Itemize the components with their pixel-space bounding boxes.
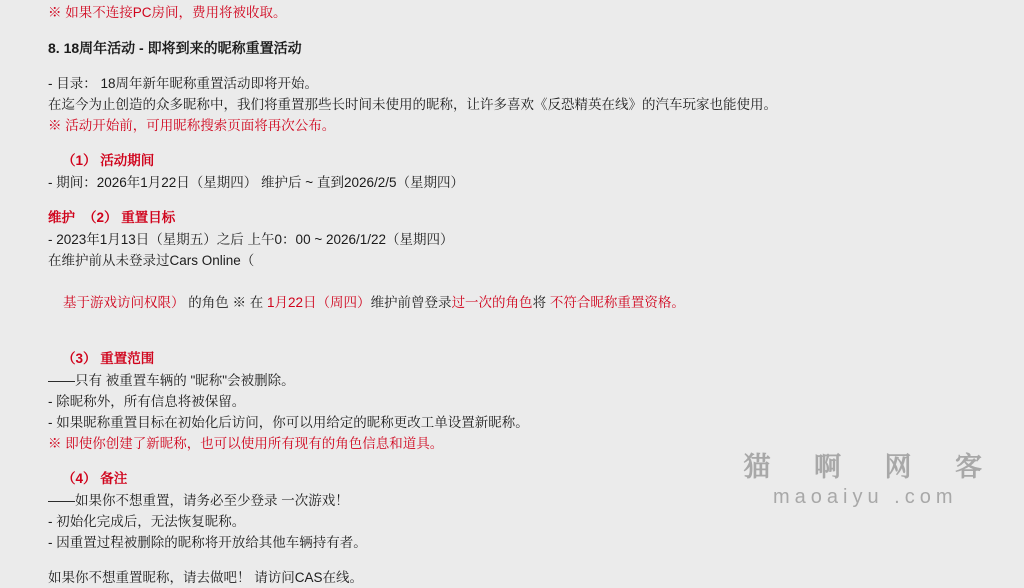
block3-title: （3） 重置范围: [62, 351, 155, 366]
block2-line3-f: 将: [532, 295, 550, 310]
block4-title: （4） 备注: [62, 471, 128, 486]
block2-label: 维护: [48, 210, 75, 225]
block3-line-3: - 如果昵称重置目标在初始化后访问，你可以用给定的昵称更改工单设置新昵称。: [48, 415, 529, 430]
block2-line3-d: 维护前曾登录: [370, 295, 452, 310]
block2-line-3: [48, 271, 1024, 334]
block3-line-4: ※ 即使你创建了新昵称，也可以使用所有现有的角色信息和道具。: [48, 436, 444, 451]
block2-line-1: - 2023年1月13日（星期五）之后 上午0：00 ~ 2026/1/22（星期四）: [48, 232, 454, 247]
block4-line-1: ——如果你不想重置，请务必至少登录 一次游戏！: [48, 493, 349, 508]
block4-line-2: - 初始化完成后，无法恢复昵称。: [48, 514, 246, 529]
block2-line3-b: 的角色 ※ 在: [184, 295, 268, 310]
block2-line3-a: 基于游戏访问权限）: [63, 295, 185, 310]
block2-line3-e: 过一次的角色: [451, 295, 533, 310]
intro-line-2: 在迄今为止创造的众多昵称中，我们将重置那些长时间未使用的昵称，让许多喜欢《反恐精英在线》的汽车玩家也能使用。: [48, 97, 777, 112]
intro-line-3: ※ 活动开始前，可用昵称搜索页面将再次公布。: [48, 118, 336, 133]
watermark-en: maoaiyu .com: [772, 486, 958, 508]
block2-line-2: 在维护前从未登录过Cars Online（: [48, 253, 255, 268]
block4-line-3: - 因重置过程被删除的昵称将开放给其他车辆持有者。: [48, 535, 367, 550]
closing-line: 如果你不想重置昵称，请去做吧！ 请访问CAS在线。: [48, 570, 364, 585]
block2-line3-c: 1月22日（周四）: [267, 295, 371, 310]
top-note: ※ 如果不连接PC房间，费用将被收取。: [48, 5, 287, 20]
block3-line-1: ——只有 被重置车辆的 "昵称"会被删除。: [48, 373, 295, 388]
block2-title: （2） 重置目标: [83, 210, 176, 225]
block1-title: （1） 活动期间: [62, 153, 155, 168]
block1-line-1: - 期间：2026年1月22日（星期四） 维护后 ~ 直到2026/2/5（星期四）: [48, 175, 464, 190]
section-heading: 8. 18周年活动 - 即将到来的昵称重置活动: [48, 40, 302, 56]
block2-title-row: [48, 207, 1024, 229]
intro-line-1: - 目录： 18周年新年昵称重置活动即将开始。: [48, 76, 319, 91]
block3-line-2: - 除昵称外，所有信息将被保留。: [48, 394, 246, 409]
watermark-cn: 猫 啊 网 客: [743, 452, 1000, 482]
block2-line3-g: 不符合昵称重置资格。: [549, 295, 685, 310]
